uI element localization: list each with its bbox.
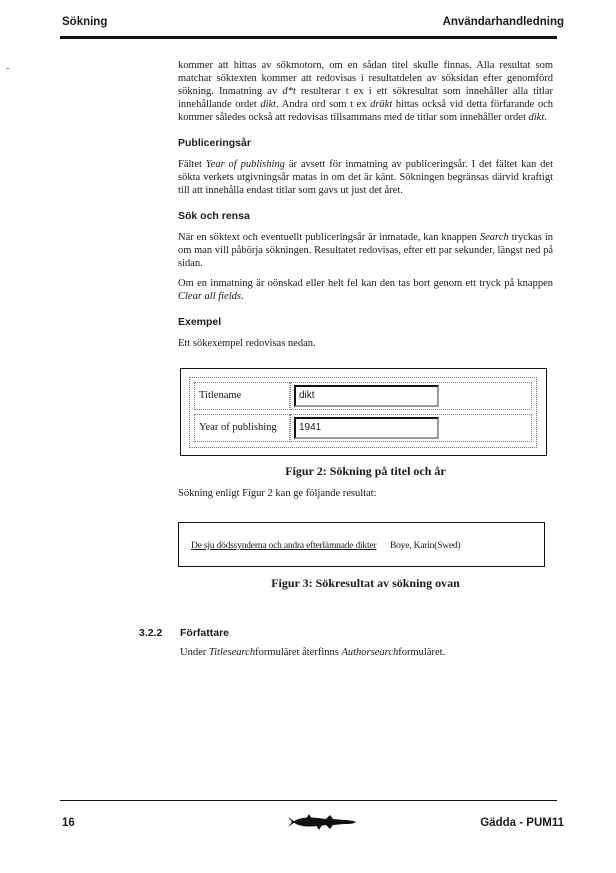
- page-body: [178, 59, 553, 599]
- example-heading: Exempel: [178, 316, 222, 328]
- figure-2-caption: Figur 2: Sökning på titel och år: [285, 464, 446, 478]
- search-result-figure: [178, 522, 545, 567]
- year-label: Year of publishing: [194, 414, 290, 442]
- search-form: [189, 377, 537, 448]
- publication-year-paragraph: Fältet Year of publishing är avsett för inmatning av publiceringsår. I det fältet kan det sökta verkets utgivningsår matas in om det är känt. Sökningen begränsas därvid kraftigt till att innehålla endast titlar som gavs ut just det året.: [178, 159, 553, 196]
- header-document-title: Användarhandledning: [442, 16, 564, 28]
- pike-fish-icon: [286, 812, 358, 837]
- result-title-link[interactable]: De sju dödssynderna och andra efterlämnade dikter: [191, 541, 377, 551]
- section-title: Författare: [180, 627, 230, 639]
- result-author: Boye, Karin(Swed): [390, 541, 461, 551]
- example-paragraph: Ett sökexempel redovisas nedan.: [178, 338, 316, 349]
- year-cell: [290, 414, 532, 442]
- footer-document-id: Gädda - PUM11: [480, 817, 564, 829]
- year-input[interactable]: 1941: [294, 417, 439, 439]
- intro-paragraph: kommer att hittas av sökmotorn, om en sådan titel skulle finnas. Alla resultat som matchar söktexten kommer att redovisas i resultatdelen av söksidan efter genomförd sökning. Inmatning av d*t resulterar t ex i ett sökresultat som innehåller alla titlar innehållande ordet dikt. Andra ord som t ex dräkt hittas också vid detta förfarande och kommer således också att redovisas tillsammans med de titlar som innehåller ordet dikt.: [178, 60, 553, 123]
- title-row: [194, 382, 532, 410]
- footer-rule: [60, 800, 557, 801]
- year-row: [194, 414, 532, 442]
- clear-paragraph: Om en inmatning är oönskad eller helt fel kan den tas bort genom ett tryck på knappen Clear all fields.: [178, 278, 553, 302]
- title-label: Titlename: [194, 382, 290, 410]
- figure-2-followup: Sökning enligt Figur 2 kan ge följande resultat:: [178, 488, 377, 499]
- search-paragraph: När en söktext och eventuellt publiceringsår är inmatade, kan knappen Search tryckas in om man vill påbörja sökningen. Resultatet redovisas, efter ett par sekunder, längst ned på sidan.: [178, 232, 553, 269]
- pike-fish-svg: [286, 812, 358, 832]
- header-rule: [60, 36, 557, 39]
- figure-3-caption: Figur 3: Sökresultat av sökning ovan: [271, 576, 460, 590]
- page-number: 16: [62, 817, 75, 829]
- search-form-figure: [180, 368, 547, 456]
- section-paragraph: Under Titlesearchformuläret återfinns Authorsearchformuläret.: [180, 647, 446, 658]
- section-number: 3.2.2: [139, 627, 163, 639]
- page-speck: [6, 68, 9, 69]
- search-clear-heading: Sök och rensa: [178, 210, 250, 222]
- header-section-title: Sökning: [62, 16, 108, 28]
- publication-year-heading: Publiceringsår: [178, 137, 251, 149]
- title-cell: [290, 382, 532, 410]
- title-input[interactable]: dikt: [294, 385, 439, 407]
